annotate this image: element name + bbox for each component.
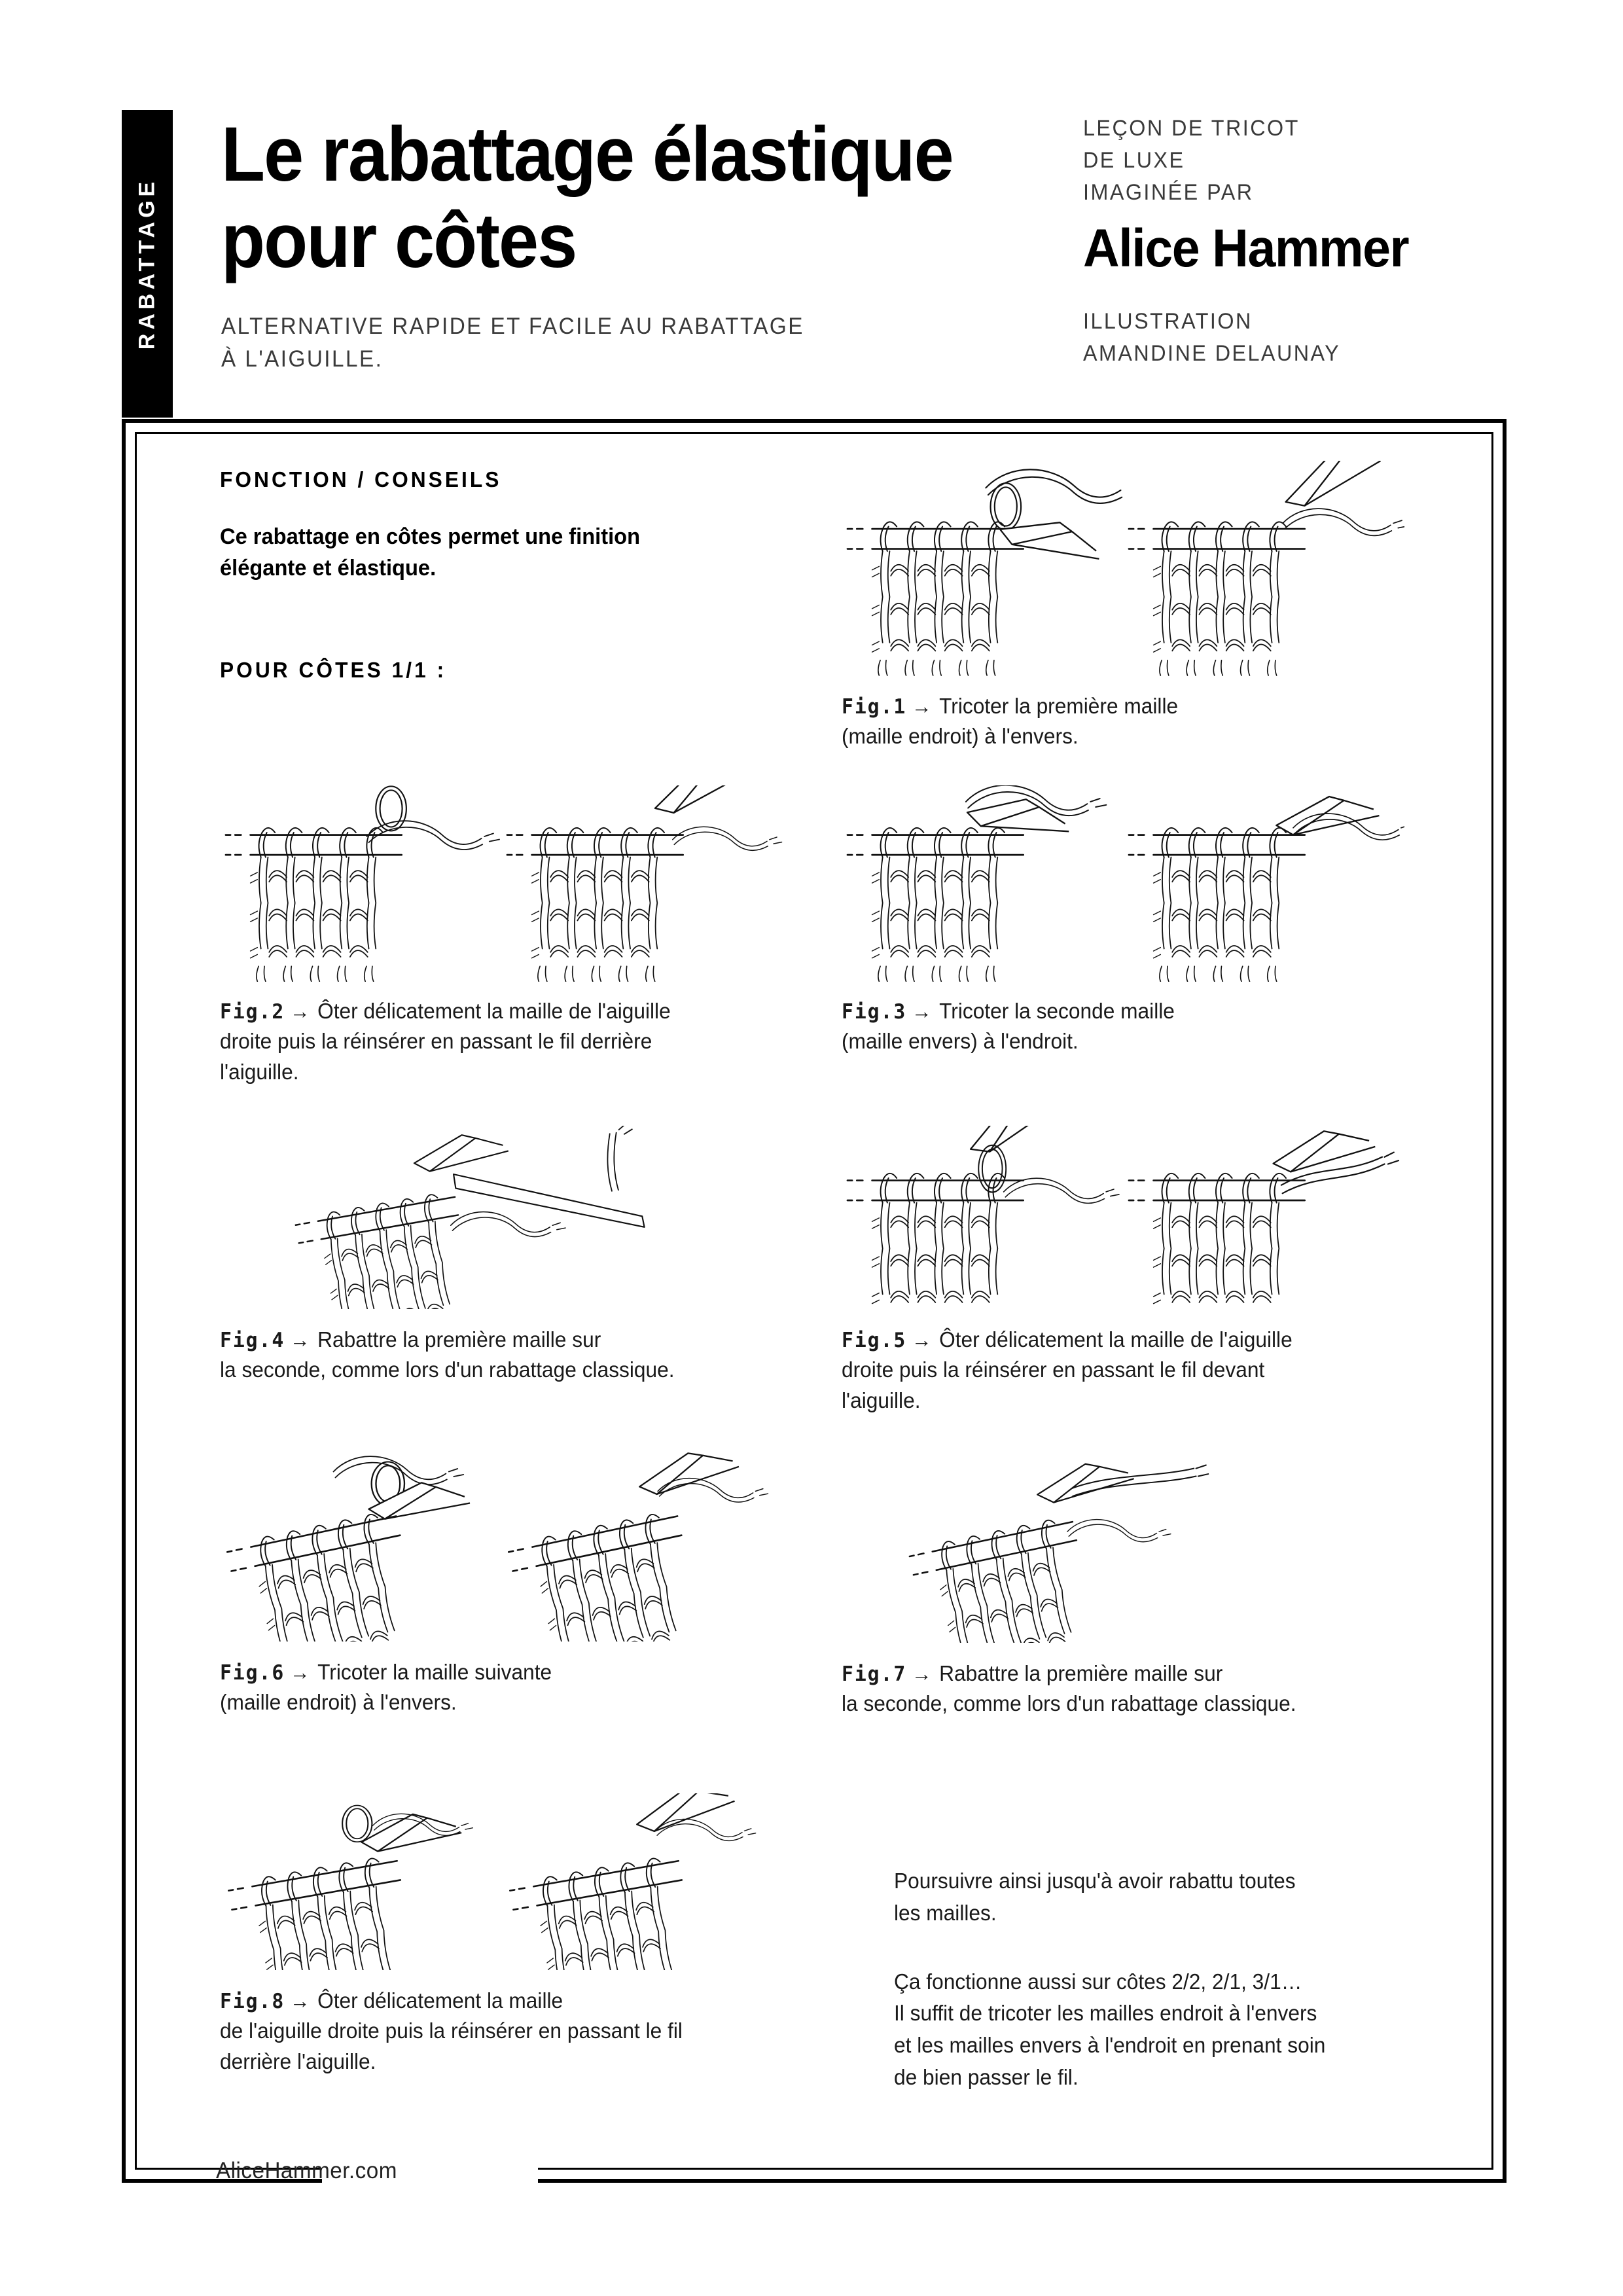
knitting-illustration-panel-a (272, 1126, 678, 1309)
intro-lead-line-1: Ce rabattage en côtes permet une finition (220, 524, 641, 549)
fig-3-caption-text-1: Tricoter la seconde maille (939, 999, 1175, 1023)
figure-block-fig-1 (842, 461, 1503, 752)
fig-2-number: Fig.2 (220, 1000, 285, 1024)
illustrator-name: AMANDINE DELAUNAY (1083, 340, 1341, 366)
fig-5-caption (842, 1325, 1476, 1416)
fig-3-arrow-icon: → (911, 999, 932, 1023)
knitting-illustration-panel-a (842, 1126, 1123, 1309)
lesson-kicker-line-1: LEÇON DE TRICOT (1083, 116, 1300, 141)
closing-paragraph-1-line-2: les mailles. (894, 1900, 997, 1925)
fig-6-arrow-icon: → (289, 1660, 310, 1684)
illustration-credit-label: ILLUSTRATION (1083, 308, 1253, 334)
fig-4-arrow-icon: → (289, 1328, 310, 1352)
knitting-illustration-panel-b (501, 1793, 783, 1970)
fig-7-caption-line-1 (842, 1659, 1526, 1689)
fig-7-illustration (894, 1460, 1555, 1643)
fig-5-arrow-icon: → (911, 1328, 932, 1352)
page-title-line-2: pour côtes (221, 198, 577, 285)
fig-8-caption-line-1 (220, 1986, 848, 2016)
fig-6-caption-line-1 (220, 1657, 848, 1687)
figure-block-fig-4 (220, 1126, 874, 1386)
fig-3-number: Fig.3 (842, 1000, 907, 1024)
intro-lead-text (220, 521, 848, 584)
fig-5-caption-text-1: Ôter délicatement la maille de l'aiguille (939, 1327, 1293, 1352)
fig-2-caption-text-1: Ôter délicatement la maille de l'aiguille (317, 999, 671, 1023)
lesson-kicker-line-3: IMAGINÉE PAR (1083, 179, 1254, 205)
fig-5-caption-line-3: l'aiguille. (842, 1388, 921, 1412)
knitting-illustration-panel-b (1123, 461, 1404, 677)
fig-5-caption-line-1 (842, 1325, 1476, 1355)
closing-paragraph-2-line-2: Il suffit de tricoter les mailles endroit à l'envers (894, 2001, 1317, 2026)
figure-block-fig-8 (220, 1793, 874, 2077)
page-title (221, 111, 1007, 284)
fig-1-number: Fig.1 (842, 695, 907, 719)
fig-4-caption (220, 1325, 848, 1386)
fig-3-caption (842, 996, 1476, 1057)
closing-paragraph-1-line-1: Poursuivre ainsi jusqu'à avoir rabattu toutes (894, 1869, 1296, 1893)
fig-6-illustration (220, 1452, 874, 1641)
fig-6-caption (220, 1657, 848, 1718)
closing-paragraph-2-line-1: Ça fonctionne aussi sur côtes 2/2, 2/1, 3/1… (894, 1969, 1302, 1994)
category-tab-rabattage (122, 110, 173, 418)
figure-block-fig-3 (842, 785, 1503, 1057)
fig-8-illustration (220, 1793, 874, 1970)
lesson-kicker-line-2: DE LUXE (1083, 147, 1185, 173)
section-label-fonction-conseils: FONCTION / CONSEILS (220, 467, 502, 492)
fig-5-number: Fig.5 (842, 1329, 907, 1352)
credit-block (1083, 113, 1567, 370)
closing-paragraph-1 (894, 1865, 1529, 1929)
fig-2-caption (220, 996, 848, 1087)
knitting-illustration-panel-a (894, 1460, 1260, 1643)
knitting-illustration-panel-a (220, 785, 501, 982)
author-name: Alice Hammer (1083, 218, 1409, 278)
figure-block-fig-7 (842, 1460, 1555, 1719)
fig-4-illustration (220, 1126, 874, 1309)
intro-section (220, 467, 874, 683)
fig-8-caption-line-3: derrière l'aiguille. (220, 2049, 376, 2073)
page-subtitle-line-2: À L'AIGUILLE. (221, 346, 383, 372)
fig-2-caption-line-3: l'aiguille. (220, 1059, 299, 1084)
fig-7-caption-line-2: la seconde, comme lors d'un rabattage classique. (842, 1691, 1296, 1716)
intro-lead-line-2: élégante et élastique. (220, 556, 437, 581)
knitting-illustration-panel-b (1123, 1126, 1404, 1309)
fig-3-caption-line-2: (maille envers) à l'endroit. (842, 1029, 1079, 1054)
fig-1-illustration (842, 461, 1503, 677)
page-title-line-1: Le rabattage élastique (221, 111, 953, 198)
illustration-credit (1083, 306, 1543, 370)
content-area (122, 419, 1507, 2183)
closing-paragraph-2 (894, 1966, 1529, 2094)
fig-3-caption-line-1 (842, 996, 1476, 1026)
fig-8-caption-text-1: Ôter délicatement la maille (317, 1988, 563, 2013)
section-label-pour-cotes: POUR CÔTES 1/1 : (220, 657, 447, 682)
title-block (221, 111, 1065, 376)
lesson-kicker (1083, 113, 1543, 209)
page-subtitle (221, 310, 1024, 375)
fig-6-number: Fig.6 (220, 1661, 285, 1685)
knitting-illustration-panel-a (220, 1452, 501, 1641)
footer-wordmark[interactable]: AliceHammer.com (216, 2158, 397, 2183)
figure-block-fig-6 (220, 1452, 874, 1718)
page-header (0, 0, 1623, 419)
knitting-illustration-panel-b (501, 785, 783, 982)
fig-8-caption (220, 1986, 848, 2077)
fig-4-caption-text-1: Rabattre la première maille sur (317, 1327, 601, 1352)
knitting-illustration-panel-a (842, 785, 1123, 982)
figure-block-fig-2 (220, 785, 874, 1087)
fig-7-number: Fig.7 (842, 1662, 907, 1686)
knitting-illustration-panel-a (842, 461, 1123, 677)
fig-6-caption-line-2: (maille endroit) à l'envers. (220, 1690, 457, 1715)
fig-1-caption-line-1 (842, 691, 1476, 721)
closing-notes (894, 1865, 1555, 2094)
closing-paragraph-2-line-3: et les mailles envers à l'endroit en prenant soin (894, 2033, 1326, 2058)
fig-4-number: Fig.4 (220, 1329, 285, 1352)
fig-1-caption (842, 691, 1476, 752)
fig-7-caption-text-1: Rabattre la première maille sur (939, 1661, 1223, 1685)
fig-6-caption-text-1: Tricoter la maille suivante (317, 1660, 552, 1684)
fig-8-arrow-icon: → (289, 1989, 310, 2013)
fig-2-illustration (220, 785, 874, 982)
knitting-illustration-panel-a (220, 1793, 501, 1970)
fig-1-caption-line-2: (maille endroit) à l'envers. (842, 724, 1079, 749)
page-subtitle-line-1: ALTERNATIVE RAPIDE ET FACILE AU RABATTAGE (221, 314, 804, 340)
fig-7-caption (842, 1659, 1526, 1719)
fig-1-caption-text-1: Tricoter la première maille (939, 694, 1179, 718)
fig-3-illustration (842, 785, 1503, 982)
fig-8-number: Fig.8 (220, 1990, 285, 2013)
fig-2-caption-line-2: droite puis la réinsérer en passant le fil derrière (220, 1029, 652, 1054)
category-tab-label: RABATTAGE (134, 177, 160, 350)
figure-block-fig-5 (842, 1126, 1503, 1416)
fig-5-illustration (842, 1126, 1503, 1309)
knitting-illustration-panel-b (1123, 785, 1404, 982)
knitting-illustration-panel-b (501, 1452, 783, 1641)
fig-8-caption-line-2: de l'aiguille droite puis la réinsérer en passant le fil (220, 2018, 683, 2043)
fig-1-arrow-icon: → (911, 694, 932, 718)
closing-paragraph-2-line-4: de bien passer le fil. (894, 2065, 1079, 2090)
fig-2-caption-line-1 (220, 996, 848, 1026)
fig-4-caption-line-2: la seconde, comme lors d'un rabattage classique. (220, 1357, 675, 1382)
fig-4-caption-line-1 (220, 1325, 848, 1355)
fig-2-arrow-icon: → (289, 999, 310, 1023)
fig-5-caption-line-2: droite puis la réinsérer en passant le fil devant (842, 1357, 1265, 1382)
fig-7-arrow-icon: → (911, 1662, 932, 1685)
